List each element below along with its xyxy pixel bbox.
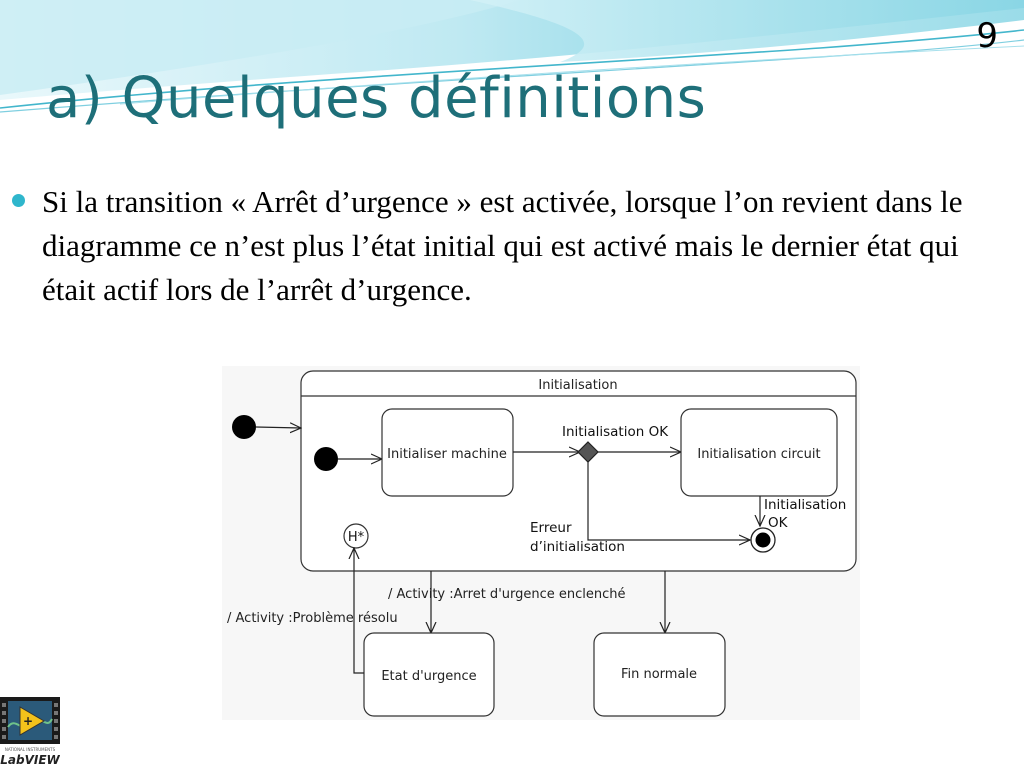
bullet-icon: [12, 194, 25, 207]
state-etat-urgence-label: Etat d'urgence: [381, 669, 477, 684]
state-initialisation-circuit-label: Initialisation circuit: [697, 447, 821, 462]
svg-text:+: +: [22, 714, 34, 728]
transition-probleme-resolu-label: / Activity :Problème résolu: [227, 611, 398, 626]
labview-logo: [0, 697, 60, 768]
logo-small-text: NATIONAL INSTRUMENTS: [4, 747, 56, 752]
final-state-inner: [756, 533, 771, 548]
transition-final-label-line1: Initialisation: [764, 497, 847, 513]
inner-initial-state: [314, 447, 338, 471]
transition-init-ok-label: Initialisation OK: [562, 424, 669, 440]
transition-final-label-line2: OK: [768, 515, 788, 531]
composite-state-label: Initialisation: [538, 378, 618, 393]
outer-initial-transition: [256, 427, 301, 428]
slide-title: a) Quelques définitions: [46, 66, 707, 131]
deep-history-label: H*: [347, 530, 365, 545]
state-diagram: [222, 366, 860, 720]
bullet-text: Si la transition « Arrêt d’urgence » est activée, lorsque l’on revient dans le diagramme ce n’est plus l’état initial qui est activé mais le dernier état qui était actif lors de l’arrêt d’urgence.: [42, 184, 963, 307]
page-number: 9: [976, 16, 998, 56]
transition-erreur-label-line2: d’initialisation: [530, 539, 625, 555]
transition-arret-urgence-label: / Activity :Arret d'urgence enclenché: [388, 587, 626, 602]
state-fin-normale-label: Fin normale: [620, 667, 698, 682]
state-initialiser-machine-label: Initialiser machine: [387, 447, 507, 462]
transition-erreur-label-line1: Erreur: [530, 520, 572, 536]
outer-initial-state: [232, 415, 256, 439]
logo-brand: LabVIEW: [0, 753, 60, 767]
